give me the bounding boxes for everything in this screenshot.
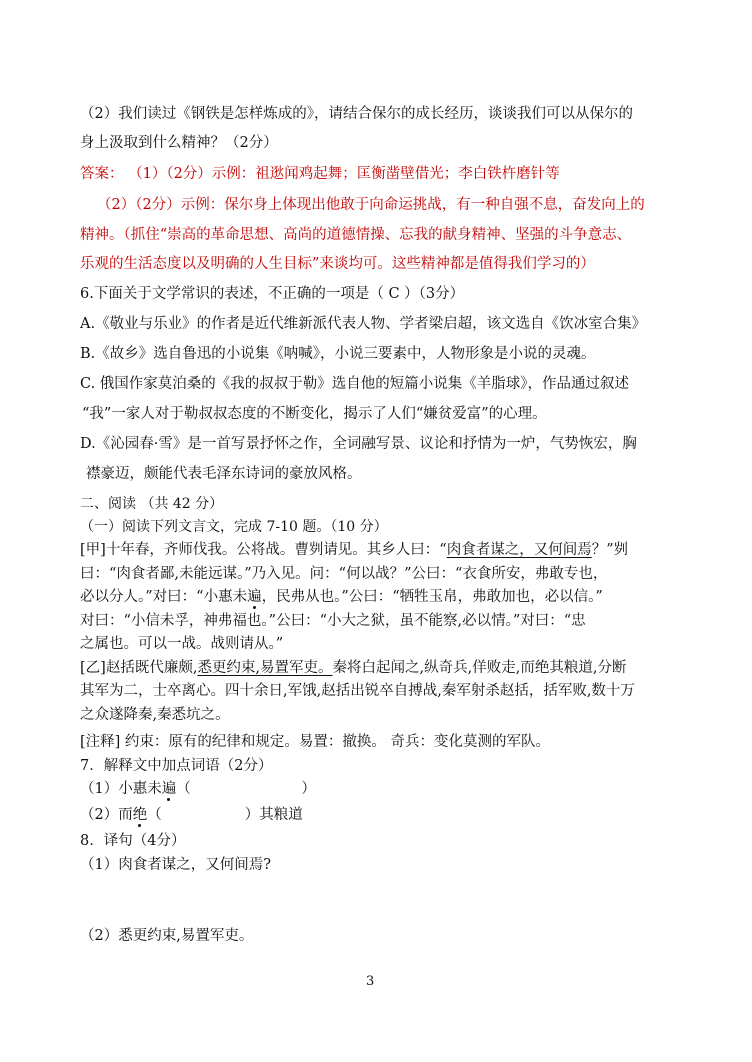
- q5-2-line1: （2）我们读过《钢铁是怎样炼成的》，请结合保尔的成长经历，谈谈我们可以从保尔的: [80, 106, 633, 122]
- q7-item2: （2）而绝（ ）其粮道: [80, 807, 303, 823]
- q8-item1: （1）肉食者谋之，又何间焉?: [80, 857, 271, 873]
- passage-jia-line1: [甲]十年春，齐师伐我。公将战。曹刿请见。其乡人曰：“肉食者谋之，又何间焉？”刿: [80, 542, 629, 558]
- answer-line2: （2）（2分）示例：保尔身上体现出他敢于向命运挑战，有一种自强不息，奋发向上的: [97, 197, 645, 213]
- q8-stem: 8．译句（4分）: [80, 833, 186, 849]
- passage-yi-line1: [乙]赵括既代廉颇,悉更约束,易置军吏。秦将白起闻之,纵奇兵,佯败走,而绝其粮道,分断: [80, 660, 627, 676]
- q6-option-d-line1: D.《沁园春·雪》是一首写景抒怀之作，全词融写景、议论和抒情为一炉，气势恢宏，胸: [80, 436, 637, 452]
- q6-stem: 6.下面关于文学常识的表述，不正确的一项是（ C ）（3分）: [80, 286, 465, 302]
- dotted-word: 遍: [247, 589, 262, 605]
- answer-line4: 乐观的生活态度以及明确的人生目标”来谈均可。这些精神都是值得我们学习的）: [80, 256, 595, 272]
- answer-line1: 答案： （1）（2分）示例：祖逖闻鸡起舞；匡衡凿壁借光；李白铁杵磨针等: [80, 166, 560, 182]
- q6-option-b: B.《故乡》选自鲁迅的小说集《呐喊》，小说三要素中，人物形象是小说的灵魂。: [80, 346, 596, 362]
- dotted-word: 绝: [132, 807, 148, 823]
- passage-yi-line2: 其军为二，士卒离心。四十余日,军饿,赵括出锐卒自搏战,秦军射杀赵括，括军败,数十万: [80, 683, 635, 699]
- answer-line3: 精神。（抓住“崇高的革命思想、高尚的道德情操、忘我的献身精神、坚强的斗争意志、: [80, 227, 632, 243]
- passage-yi-line3: 之众遂降秦,秦悉坑之。: [80, 707, 230, 723]
- q6-option-d-line2: 襟豪迈，颇能代表毛泽东诗词的豪放风格。: [86, 466, 362, 482]
- passage-jia-line4: 对曰：“小信未孚，神弗福也。”公曰：“小大之狱，虽不能察,必以情。”对曰：“忠: [80, 613, 586, 629]
- q6-option-a: A.《敬业与乐业》的作者是近代维新派代表人物、学者梁启超，该文选自《饮冰室合集》: [80, 316, 647, 332]
- passage-jia-line5: 之属也。可以一战。战则请从。”: [80, 636, 284, 652]
- section-heading: 二、阅读 （共 42 分）: [80, 496, 224, 512]
- q5-2-line2: 身上汲取到什么精神？（2分）: [80, 135, 278, 151]
- page-number: 3: [366, 974, 375, 989]
- annotation: [注释] 约束：原有的纪律和规定。易置：撤换。 奇兵：变化莫测的军队。: [80, 734, 551, 750]
- passage-jia-line2: 曰：“肉食者鄙,未能远谋。”乃入见。问：“何以战？”公曰：“衣食所安，弗敢专也，: [80, 566, 608, 582]
- q8-item2: （2）悉更约束,易置军吏。: [80, 928, 254, 944]
- dotted-word: 遍: [161, 781, 177, 797]
- underlined-sentence: 肉食者谋之，又何间焉: [446, 542, 592, 558]
- q7-item1: （1）小惠未遍（ ）: [80, 781, 316, 797]
- part1-instruction: （一）阅读下列文言文，完成 7-10 题。（10 分）: [80, 519, 388, 535]
- q6-option-c-line2: “我”一家人对于勒叔叔态度的不断变化，揭示了人们“嫌贫爱富”的心理。: [82, 406, 547, 422]
- q7-stem: 7．解释文中加点词语（2分）: [80, 758, 273, 774]
- q6-option-c-line1: C. 俄国作家莫泊桑的《我的叔叔于勒》选自他的短篇小说集《羊脂球》，作品通过叙述: [80, 376, 630, 392]
- passage-jia-line3: 必以分人。”对曰：“小惠未遍，民弗从也。”公曰：“牺牲玉帛，弗敢加也，必以信。”: [80, 589, 603, 605]
- underlined-sentence: 悉更约束,易置军吏。: [197, 660, 333, 676]
